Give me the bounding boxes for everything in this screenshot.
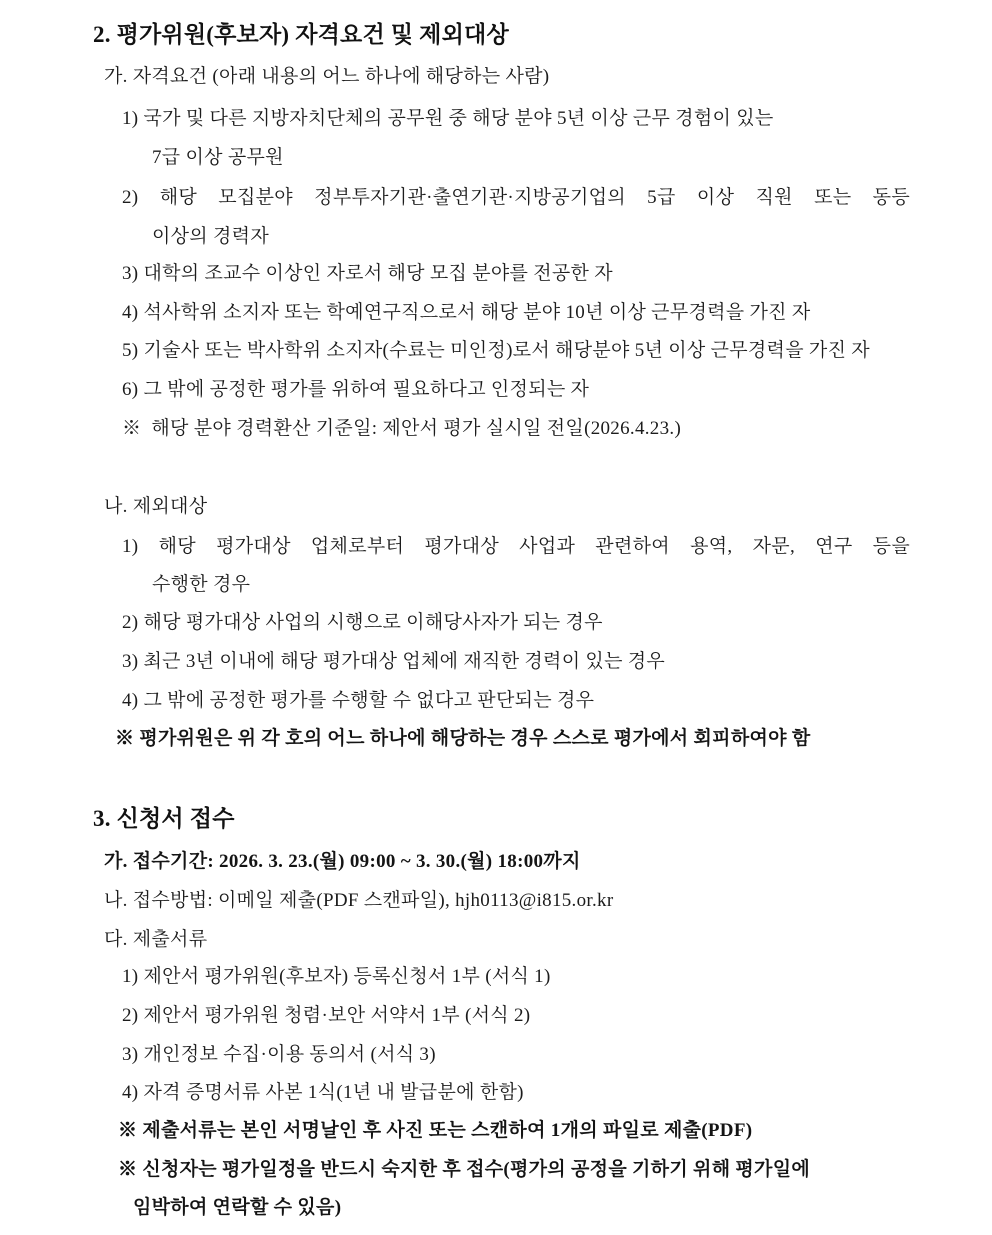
document-item-2: 2) 제안서 평가위원 청렴·보안 서약서 1부 (서식 2) (122, 1005, 531, 1026)
section-3-title: 3. 신청서 접수 (93, 806, 235, 831)
requirement-item-2-line-2: 이상의 경력자 (152, 226, 269, 247)
application-period: 가. 접수기간: 2026. 3. 23.(월) 09:00 ~ 3. 30.(월) 18:00까지 (104, 851, 581, 872)
requirement-item-1-line-1: 1) 국가 및 다른 지방자치단체의 공무원 중 해당 분야 5년 이상 근무 경험이 있는 (122, 108, 774, 129)
exclusion-item-1-line-2: 수행한 경우 (152, 574, 251, 595)
career-conversion-note: ※ 해당 분야 경력환산 기준일: 제안서 평가 실시일 전일(2026.4.23.) (122, 418, 682, 439)
requirement-item-1-line-2: 7급 이상 공무원 (152, 147, 284, 168)
requirement-item-5: 5) 기술사 또는 박사학위 소지자(수료는 미인정)로서 해당분야 5년 이상 근무경력을 가진 자 (122, 340, 870, 361)
document-item-1: 1) 제안서 평가위원(후보자) 등록신청서 1부 (서식 1) (122, 966, 551, 987)
submission-file-note: ※ 제출서류는 본인 서명날인 후 사진 또는 스캔하여 1개의 파일로 제출(PDF) (118, 1120, 753, 1141)
exclusion-item-2: 2) 해당 평가대상 사업의 시행으로 이해당사자가 되는 경우 (122, 612, 603, 633)
self-recusal-note: ※ 평가위원은 위 각 호의 어느 하나에 해당하는 경우 스스로 평가에서 회피하여야 함 (115, 728, 811, 749)
document-item-3: 3) 개인정보 수집·이용 동의서 (서식 3) (122, 1044, 436, 1065)
section-2-title: 2. 평가위원(후보자) 자격요건 및 제외대상 (93, 22, 509, 47)
application-method: 나. 접수방법: 이메일 제출(PDF 스캔파일), hjh0113@i815.or.kr (104, 890, 614, 911)
document-item-4: 4) 자격 증명서류 사본 1식(1년 내 발급분에 한함) (122, 1082, 524, 1103)
requirement-item-2-line-1: 2) 해당 모집분야 정부투자기관·출연기관·지방공기업의 5급 이상 직원 또는 동등 (122, 187, 910, 208)
requirements-heading: 가. 자격요건 (아래 내용의 어느 하나에 해당하는 사람) (104, 66, 550, 87)
schedule-note-line-2: 임박하여 연락할 수 있음) (133, 1197, 342, 1218)
documents-heading: 다. 제출서류 (104, 929, 208, 950)
requirement-item-6: 6) 그 밖에 공정한 평가를 위하여 필요하다고 인정되는 자 (122, 379, 590, 400)
requirement-item-4: 4) 석사학위 소지자 또는 학예연구직으로서 해당 분야 10년 이상 근무경력을 가진 자 (122, 302, 811, 323)
exclusions-heading: 나. 제외대상 (104, 496, 208, 517)
schedule-note-line-1: ※ 신청자는 평가일정을 반드시 숙지한 후 접수(평가의 공정을 기하기 위해 평가일에 (118, 1159, 811, 1180)
requirement-item-3: 3) 대학의 조교수 이상인 자로서 해당 모집 분야를 전공한 자 (122, 263, 613, 284)
exclusion-item-4: 4) 그 밖에 공정한 평가를 수행할 수 없다고 판단되는 경우 (122, 690, 595, 711)
exclusion-item-3: 3) 최근 3년 이내에 해당 평가대상 업체에 재직한 경력이 있는 경우 (122, 651, 666, 672)
exclusion-item-1-line-1: 1) 해당 평가대상 업체로부터 평가대상 사업과 관련하여 용역, 자문, 연구 등을 (122, 536, 910, 557)
